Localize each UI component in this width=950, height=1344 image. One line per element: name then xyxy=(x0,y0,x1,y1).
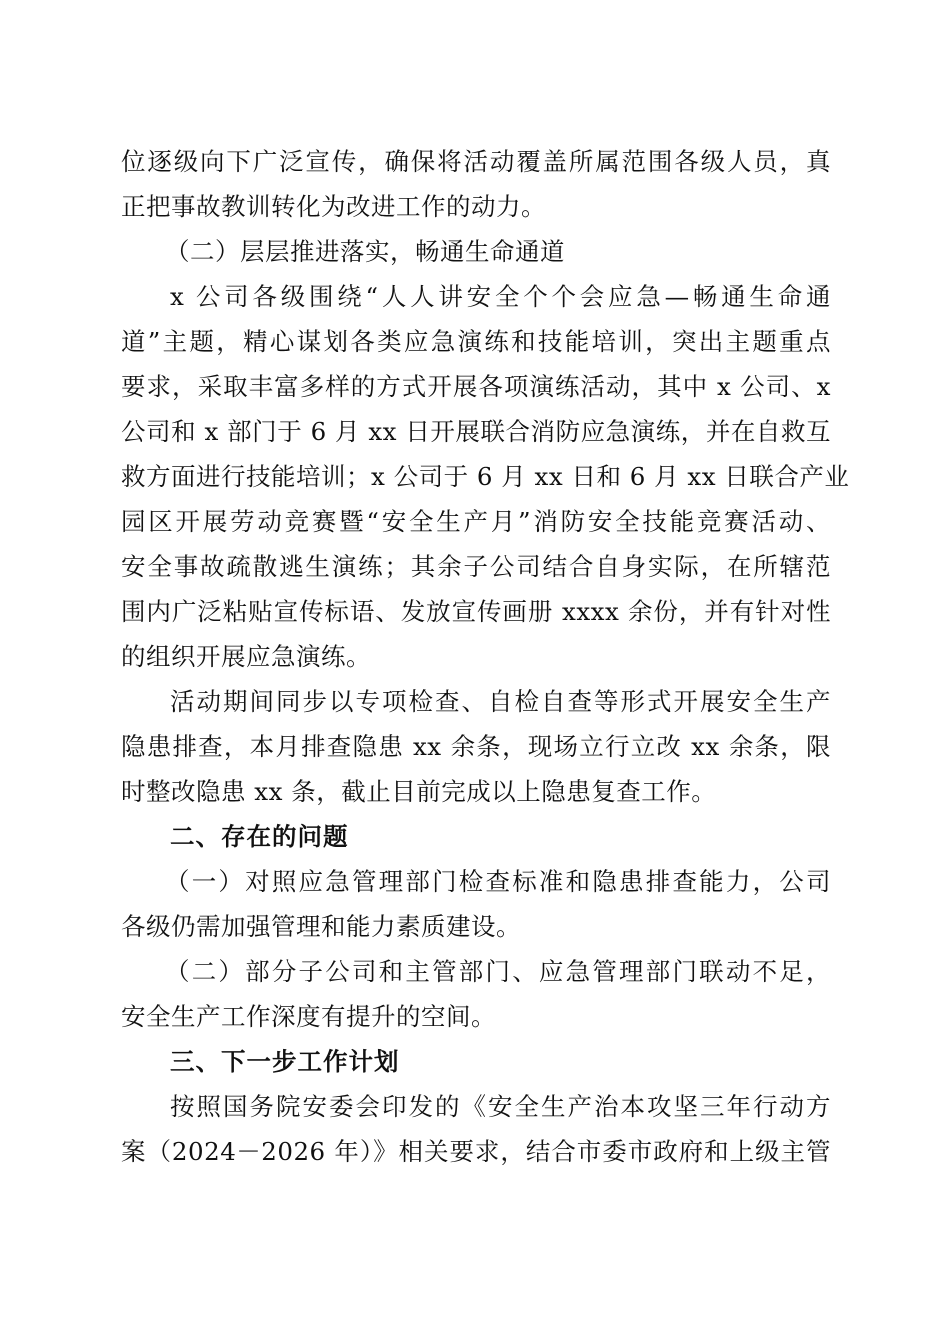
paragraph-line: x 公司各级围绕“人人讲安全个个会应急—畅通生命通 xyxy=(170,282,831,311)
paragraph-line: 安全事故疏散逃生演练；其余子公司结合自身实际，在所辖范 xyxy=(121,552,831,581)
paragraph-line: 按照国务院安委会印发的《安全生产治本攻坚三年行动方 xyxy=(170,1092,831,1121)
paragraph-line: 要求，采取丰富多样的方式开展各项演练活动，其中 x 公司、x xyxy=(121,372,831,401)
paragraph-line: 各级仍需加强管理和能力素质建设。 xyxy=(121,912,521,941)
paragraph-line: 围内广泛粘贴宣传标语、发放宣传画册 xxxx 余份，并有针对性 xyxy=(121,597,831,626)
section-heading: 二、存在的问题 xyxy=(170,822,349,851)
paragraph-line: 时整改隐患 xx 条，截止目前完成以上隐患复查工作。 xyxy=(121,777,717,806)
paragraph-line: 隐患排查，本月排查隐患 xx 余条，现场立行立改 xx 余条，限 xyxy=(121,732,831,761)
paragraph-line: 安全生产工作深度有提升的空间。 xyxy=(121,1002,496,1031)
section-heading: 三、下一步工作计划 xyxy=(170,1047,400,1076)
paragraph-line: 活动期间同步以专项检查、自检自查等形式开展安全生产 xyxy=(170,687,831,716)
paragraph-line: 救方面进行技能培训；x 公司于 6 月 xx 日和 6 月 xx 日联合产业 xyxy=(121,462,850,491)
paragraph-line: 位逐级向下广泛宣传，确保将活动覆盖所属范围各级人员，真 xyxy=(121,147,831,176)
paragraph-line: 的组织开展应急演练。 xyxy=(121,642,371,671)
paragraph-line: 案（2024－2026 年）》相关要求，结合市委市政府和上级主管 xyxy=(121,1137,831,1166)
paragraph-line: 道”主题，精心谋划各类应急演练和技能培训，突出主题重点 xyxy=(121,327,831,356)
paragraph-line: （二）部分子公司和主管部门、应急管理部门联动不足， xyxy=(165,957,831,986)
paragraph-line: 公司和 x 部门于 6 月 xx 日开展联合消防应急演练，并在自救互 xyxy=(121,417,831,446)
paragraph-line: （一）对照应急管理部门检查标准和隐患排查能力，公司 xyxy=(165,867,831,896)
paragraph-line: 园区开展劳动竞赛暨“安全生产月”消防安全技能竞赛活动、 xyxy=(121,507,831,536)
subsection-heading: （二）层层推进落实，畅通生命通道 xyxy=(165,237,565,266)
paragraph-line: 正把事故教训转化为改进工作的动力。 xyxy=(121,192,546,221)
